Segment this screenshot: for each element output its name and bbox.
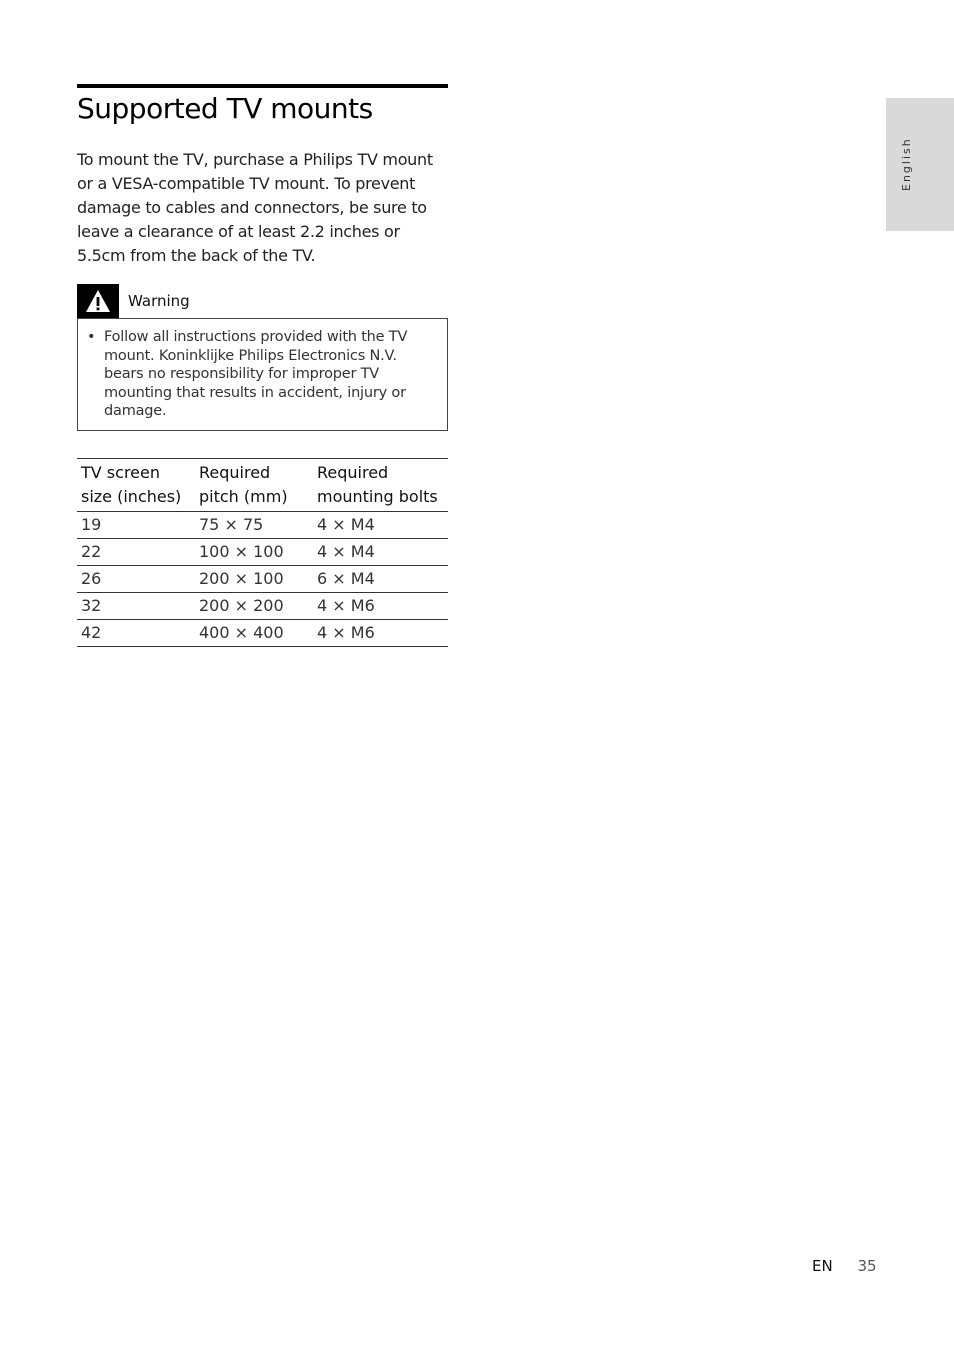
header-bolts: Required mounting bolts [313,459,448,512]
warning-item: • Follow all instructions provided with the TV mount. Koninklijke Philips Electronics N.V. bears no responsibility for improper TV mounting that results in accident, injury or damage. [104,328,423,421]
cell-bolts: 4 × M6 [313,620,448,647]
cell-screen-size: 42 [77,620,195,647]
warning-box [77,318,448,431]
warning-header [77,284,190,318]
cell-bolts: 6 × M4 [313,566,448,593]
table-row [77,539,448,566]
cell-bolts: 4 × M6 [313,593,448,620]
header-screen-size: TV screen size (inches) [77,459,195,512]
language-side-tab [886,98,954,231]
cell-pitch: 100 × 100 [195,539,313,566]
page-footer [812,1256,877,1276]
intro-paragraph: To mount the TV, purchase a Philips TV mount or a VESA-compatible TV mount. To prevent damage to cables and connectors, be sure to leave a clearance of at least 2.2 inches or 5.5cm from the back of the TV. [77,150,433,265]
warning-triangle-icon [77,284,119,318]
cell-screen-size: 19 [77,512,195,539]
cell-bolts: 4 × M4 [313,539,448,566]
cell-pitch: 200 × 100 [195,566,313,593]
cell-pitch: 400 × 400 [195,620,313,647]
cell-pitch: 75 × 75 [195,512,313,539]
cell-bolts: 4 × M4 [313,512,448,539]
table-row [77,620,448,647]
page-title: Supported TV mounts [77,92,373,125]
table-row [77,512,448,539]
table-header-row [77,459,448,512]
cell-screen-size: 22 [77,539,195,566]
title-rule [77,84,448,88]
mounts-table [77,458,448,647]
cell-screen-size: 26 [77,566,195,593]
header-pitch: Required pitch (mm) [195,459,313,512]
footer-language: EN [812,1257,833,1275]
table-row [77,593,448,620]
side-tab-label: English [900,137,913,191]
table-row [77,566,448,593]
warning-label: Warning [128,292,190,310]
footer-page-number: 35 [857,1257,877,1275]
warning-list [78,319,447,421]
cell-pitch: 200 × 200 [195,593,313,620]
cell-screen-size: 32 [77,593,195,620]
